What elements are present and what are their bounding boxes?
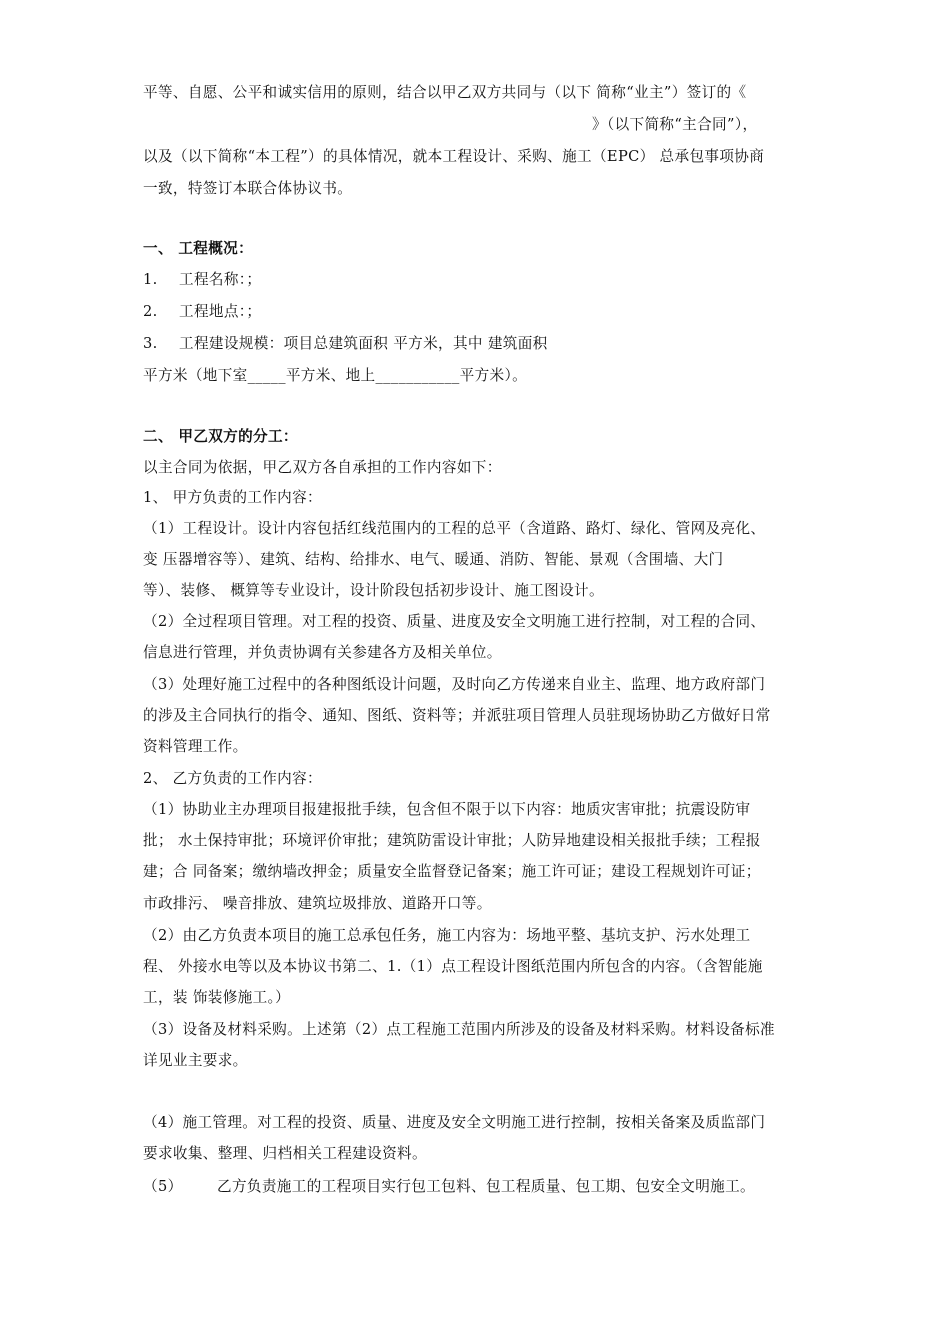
section-heading: 一、 工程概况：	[143, 240, 254, 257]
intro-line: 平等、自愿、公平和诚实信用的原则，结合以甲乙双方共同与（以下 简称“业主”）签订的《	[143, 84, 747, 101]
section-heading: 二、 甲乙双方的分工：	[143, 428, 298, 445]
paragraph-line: 要求收集、整理、归档相关工程建设资料。	[143, 1145, 427, 1162]
list-number: （5）	[143, 1178, 183, 1195]
paragraph-line: （3）处理好施工过程中的各种图纸设计问题，及时向乙方传递来自业主、监理、地方政府部门	[143, 676, 766, 693]
paragraph-line: 详见业主要求。	[143, 1052, 248, 1069]
intro-line: 一致，特签订本联合体协议书。	[143, 180, 353, 197]
list-text: 工程建设规模：项目总建筑面积 平方米，其中 建筑面积	[179, 335, 548, 352]
paragraph-line: （1）工程设计。设计内容包括红线范围内的工程的总平（含道路、路灯、绿化、管网及亮化、	[143, 520, 766, 537]
paragraph-line: （2）由乙方负责本项目的施工总承包任务，施工内容为：场地平整、基坑支护、污水处理工	[143, 927, 751, 944]
paragraph-line: 建；合 同备案；缴纳墙改押金；质量安全监督登记备案；施工许可证；建设工程规划许可证；	[143, 863, 761, 880]
paragraph-line: （3）设备及材料采购。上述第（2）点工程施工范围内所涉及的设备及材料采购。材料设备标准	[143, 1021, 775, 1038]
list-item-continuation: 平方米（地下室_____平方米、地上___________平方米）。	[143, 367, 528, 384]
paragraph-line: 资料管理工作。	[143, 738, 248, 755]
paragraph-line: 变 压器增容等）、建筑、结构、给排水、电气、暖通、消防、智能、景观（含围墙、大门	[143, 551, 724, 568]
paragraph-line: 程、 外接水电等以及本协议书第二、1.（1）点工程设计图纸范围内所包含的内容。（含智能施	[143, 958, 763, 975]
paragraph-line: 等）、装修、 概算等专业设计，设计阶段包括初步设计、施工图设计。	[143, 582, 604, 599]
subsection-heading: 1、 甲方负责的工作内容：	[143, 489, 323, 506]
paragraph-line: 工，装 饰装修施工。）	[143, 989, 291, 1006]
list-item	[143, 302, 261, 322]
paragraph-line: 信息进行管理，并负责协调有关参建各方及相关单位。	[143, 644, 502, 661]
subsection-heading: 2、 乙方负责的工作内容：	[143, 770, 323, 787]
paragraph-line: 批； 水土保持审批；环境评价审批；建筑防雷设计审批；人防异地建设相关报批手续；工程报	[143, 832, 761, 849]
list-item	[143, 334, 548, 354]
paragraph-line: （4）施工管理。对工程的投资、质量、进度及安全文明施工进行控制，按相关备案及质监部门	[143, 1114, 766, 1131]
list-item	[143, 270, 261, 290]
list-text: 工程名称：；	[179, 271, 262, 288]
list-number: 2.	[143, 303, 158, 320]
intro-line: 》（以下简称“主合同”），	[592, 116, 758, 133]
list-number: 1.	[143, 271, 158, 288]
paragraph-line: （2）全过程项目管理。对工程的投资、质量、进度及安全文明施工进行控制，对工程的合同、	[143, 613, 766, 630]
paragraph-line: （1）协助业主办理项目报建报批手续，包含但不限于以下内容：地质灾害审批；抗震设防审	[143, 801, 751, 818]
paragraph-line: 市政排污、 噪音排放、建筑垃圾排放、道路开口等。	[143, 895, 492, 912]
list-number: 3.	[143, 335, 158, 352]
intro-line: 以及（以下简称“本工程”）的具体情况，就本工程设计、采购、施工（EPC） 总承包事项协商	[143, 148, 765, 165]
list-text: 工程地点：；	[179, 303, 262, 320]
paragraph: 以主合同为依据，甲乙双方各自承担的工作内容如下：	[143, 459, 502, 476]
list-text: 乙方负责施工的工程项目实行包工包料、包工程质量、包工期、包安全文明施工。	[217, 1178, 755, 1195]
paragraph-line: 的涉及主合同执行的指令、通知、图纸、资料等；并派驻项目管理人员驻现场协助乙方做好日常	[143, 707, 771, 724]
paragraph-line	[143, 1177, 755, 1197]
